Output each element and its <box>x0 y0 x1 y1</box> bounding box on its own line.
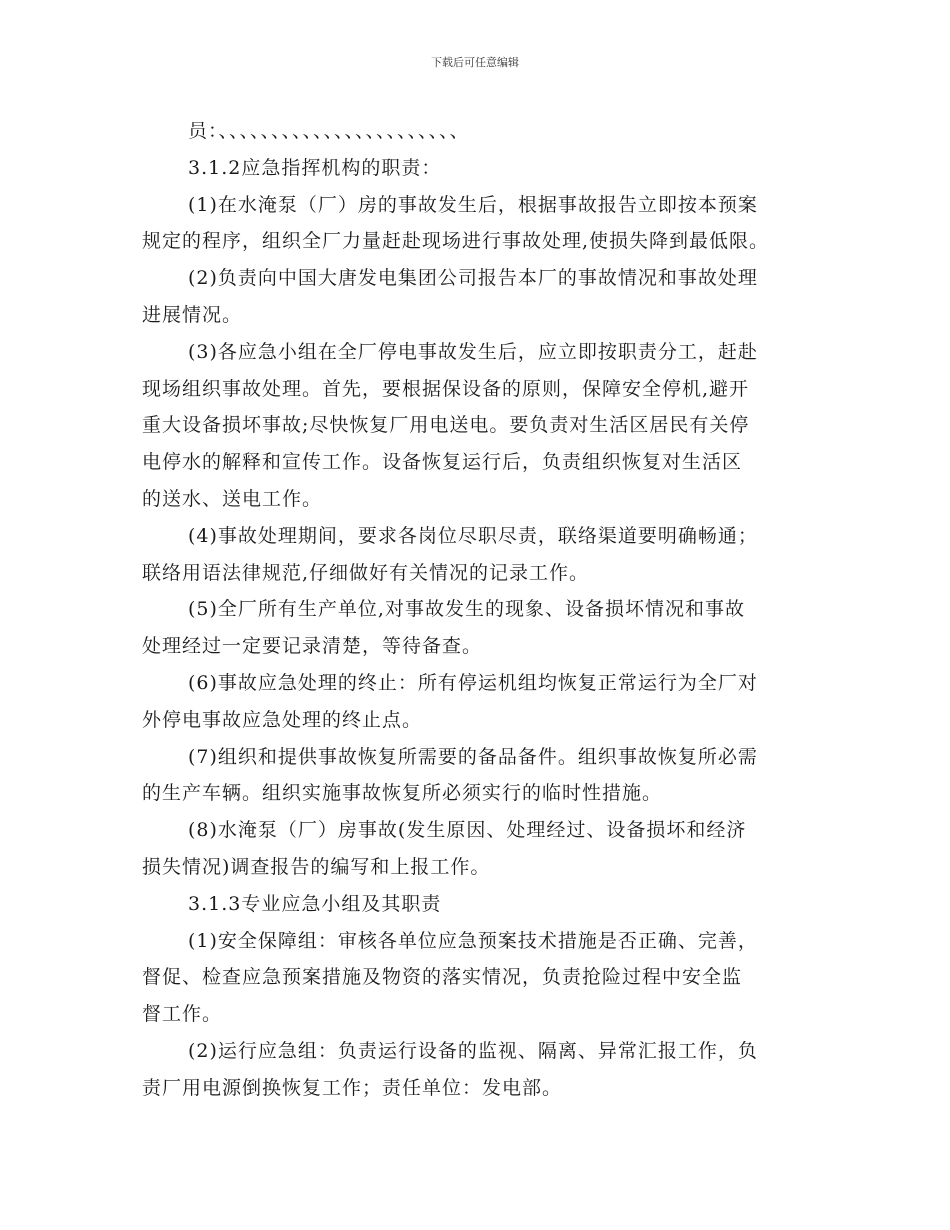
text-line: 规定的程序，组织全厂力量赶赴现场进行事故处理,使损失降到最低限。 <box>142 230 770 253</box>
body-text <box>142 113 822 1107</box>
page-header: 下载后可任意编辑 <box>431 56 519 69</box>
text-line: 电停水的解释和宣传工作。设备恢复运行后，负责组织恢复对生活区 <box>142 451 743 474</box>
text-line: (5)全厂所有生产单位,对事故发生的现象、设备损坏情况和事故 <box>188 598 745 621</box>
text-line: (2)运行应急组：负责运行设备的监视、隔离、异常汇报工作，负 <box>188 1039 758 1062</box>
text-line: 重大设备损坏事故;尽快恢复厂用电送电。要负责对生活区居民有关停 <box>142 414 750 437</box>
text-line: (1)在水淹泵（厂）房的事故发生后，根据事故报告立即按本预案 <box>188 193 758 216</box>
text-line: 进展情况。 <box>142 303 243 326</box>
text-line: 员：、、、、、、、、、、、、、、、、、、、、、、、 <box>188 120 470 142</box>
text-line: 3.1.3专业应急小组及其职责 <box>188 892 442 915</box>
text-line: 的送水、送电工作。 <box>142 487 323 510</box>
text-line: 外停电事故应急处理的终止点。 <box>142 708 423 731</box>
text-line: (7)组织和提供事故恢复所需要的备品备件。组织事故恢复所必需 <box>188 745 758 768</box>
text-line: 损失情况)调查报告的编写和上报工作。 <box>142 855 491 878</box>
text-line: 责厂用电源倒换恢复工作；责任单位：发电部。 <box>142 1076 563 1099</box>
text-line: 现场组织事故处理。首先，要根据保设备的原则，保障安全停机,避开 <box>142 377 750 400</box>
text-line: (6)事故应急处理的终止：所有停运机组均恢复正常运行为全厂对 <box>188 671 758 694</box>
text-line: (8)水淹泵（厂）房事故(发生原因、处理经过、设备损坏和经济 <box>188 819 747 842</box>
text-line: (3)各应急小组在全厂停电事故发生后，应立即按职责分工，赶赴 <box>188 340 758 363</box>
text-line: 督工作。 <box>142 1003 223 1026</box>
text-line: 3.1.2应急指挥机构的职责： <box>188 156 442 179</box>
text-line: 的生产车辆。组织实施事故恢复所必须实行的临时性措施。 <box>142 782 663 805</box>
text-line: (4)事故处理期间，要求各岗位尽职尽责，联络渠道要明确畅通； <box>188 524 758 547</box>
text-line: 处理经过一定要记录清楚，等待备查。 <box>142 635 483 658</box>
text-line: (1)安全保障组：审核各单位应急预案技术措施是否正确、完善， <box>188 929 758 952</box>
text-line: 联络用语法律规范,仔细做好有关情况的记录工作。 <box>142 561 590 584</box>
text-line: 督促、检查应急预案措施及物资的落实情况，负责抢险过程中安全监 <box>142 966 743 989</box>
text-line: (2)负责向中国大唐发电集团公司报告本厂的事故情况和事故处理 <box>188 267 758 290</box>
